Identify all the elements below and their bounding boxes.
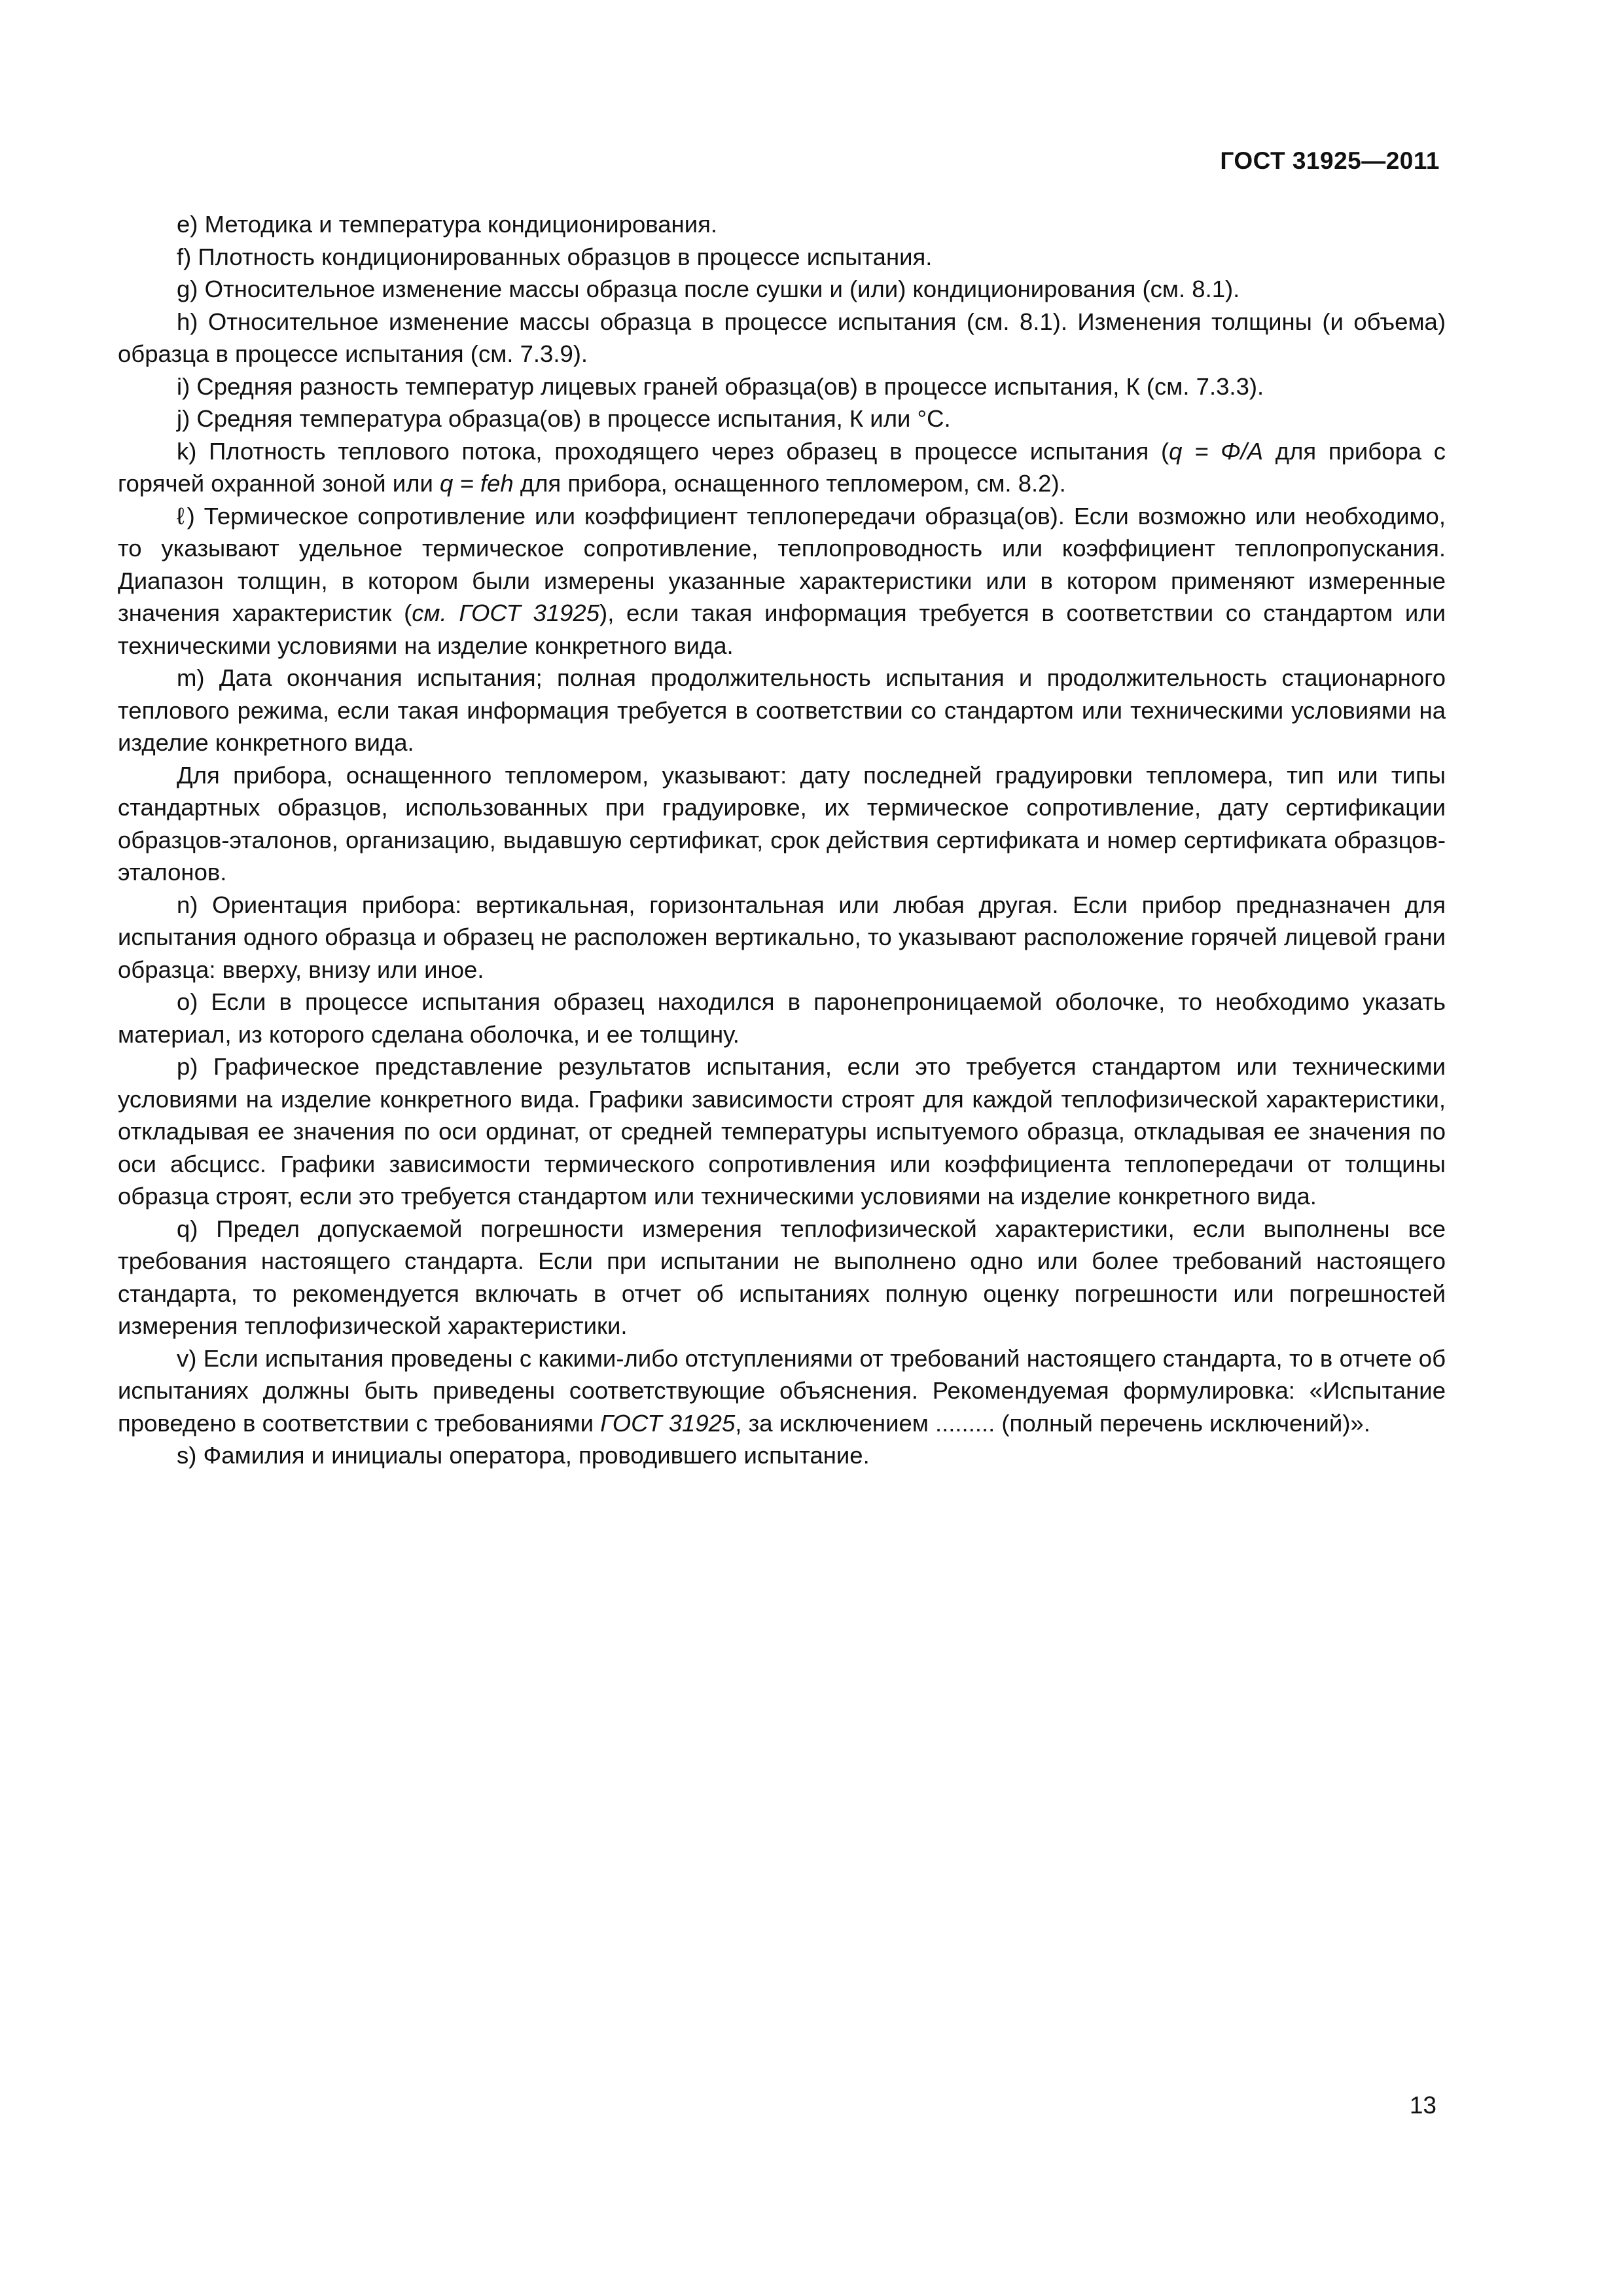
heat-flux-formula-1: q = Φ/A [1169,437,1264,465]
item-p: p) Графическое представление результатов испытания, если это требуется стандартом или техническими условиями на изделие конкретного вида. Графики зависимости строят для каждой теплофизической характеристики, откладывая ее значения по оси ординат, от средней температуры испытуемого образца, откладывая ее значения по оси абсцисс. Графики зависимости термического сопротивления или коэффициента теплопередачи от толщины образца строят, если это требуется стандартом или техническими условиями на изделие конкретного вида. [118,1053,1446,1210]
item-m-extra: Для прибора, оснащенного тепломером, указывают: дату последней градуировки тепломера, тип или типы стандартных образцов, использованных при градуировке, их термическое сопротивление, дату сертификации образцов-эталонов, организацию, выдавшую сертификат, срок действия сертификата и номер сертификата образцов-эталонов. [118,761,1446,886]
item-l [118,500,1446,662]
item-k-text-2: для прибора с горячей охранной зоной или [118,437,1446,497]
item-n: n) Ориентация прибора: вертикальная, горизонтальная или любая другая. Если прибор предназначен для испытания одного образца и образец не расположен вертикально, то указывают расположение горячей лицевой грани образца: вверху, внизу или иное. [118,891,1446,983]
item-s: s) Фамилия и инициалы оператора, проводившего испытание. [177,1442,870,1469]
item-f: f) Плотность кондиционированных образцов в процессе испытания. [177,243,933,270]
item-k [118,435,1446,500]
item-o: o) Если в процессе испытания образец находился в паронепроницаемой оболочке, то необходимо указать материал, из которого сделана оболочка, и ее толщину. [118,988,1446,1048]
item-v [118,1342,1446,1440]
item-i: i) Средняя разность температур лицевых граней образца(ов) в процессе испытания, К (см. 7.3.3). [177,372,1264,400]
item-h: h) Относительное изменение массы образца в процессе испытания (см. 8.1). Изменения толщины (и объема) образца в процессе испытания (см. 7.3.9). [118,308,1446,367]
item-m: m) Дата окончания испытания; полная продолжительность испытания и продолжительность стационарного теплового режима, если такая информация требуется в соответствии со стандартом или техническими условиями на изделие конкретного вида. [118,664,1446,756]
standard-reference: ГОСТ 31925 [600,1409,736,1437]
item-e: e) Методика и температура кондиционирования. [177,211,717,238]
document-header: ГОСТ 31925—2011 [1220,147,1440,174]
page-number: 13 [1409,2092,1436,2119]
item-l-text-2: ), если такая информация требуется в соответствии со стандартом или техническими условиями на изделие конкретного вида. [118,600,1446,659]
item-k-text-1: k) Плотность теплового потока, проходящего через образец в процессе испытания ( [177,437,1169,465]
page-body [118,208,1446,1472]
item-v-text-1: v) Если испытания проведены с какими-либо отступлениями от требований настоящего стандарта, то в отчете об испытаниях должны быть приведены соответствующие объяснения. Рекомендуемая формулировка: «Испытание проведено в соответствии с требованиями [118,1344,1446,1437]
standard-reference: см. ГОСТ 31925 [412,600,600,626]
item-j: j) Средняя температура образца(ов) в процессе испытания, К или °С. [177,405,951,432]
item-k-text-3: для прибора, оснащенного тепломером, см. 8.2). [513,470,1066,497]
item-l-text-1: ℓ) Термическое сопротивление или коэффициент теплопередачи образца(ов). Если возможно или необходимо, то указывают удельное термическое сопротивление, теплопроводность или коэффициент теплопропускания. Диапазон толщин, в котором были измерены указанные характеристики или в котором применяют измеренные значения характеристик ( [118,502,1446,626]
item-v-text-2: , за исключением ......... (полный перечень исключений)». [735,1409,1370,1437]
item-g: g) Относительное изменение массы образца после сушки и (или) кондиционирования (см. 8.1). [177,276,1240,302]
heat-flux-formula-2: q = feh [440,470,514,497]
item-q: q) Предел допускаемой погрешности измерения теплофизической характеристики, если выполнены все требования настоящего стандарта. Если при испытании не выполнено одно или более требований настоящего стандарта, то рекомендуется включать в отчет об испытаниях полную оценку погрешности или погрешностей измерения теплофизической характеристики. [118,1215,1446,1339]
